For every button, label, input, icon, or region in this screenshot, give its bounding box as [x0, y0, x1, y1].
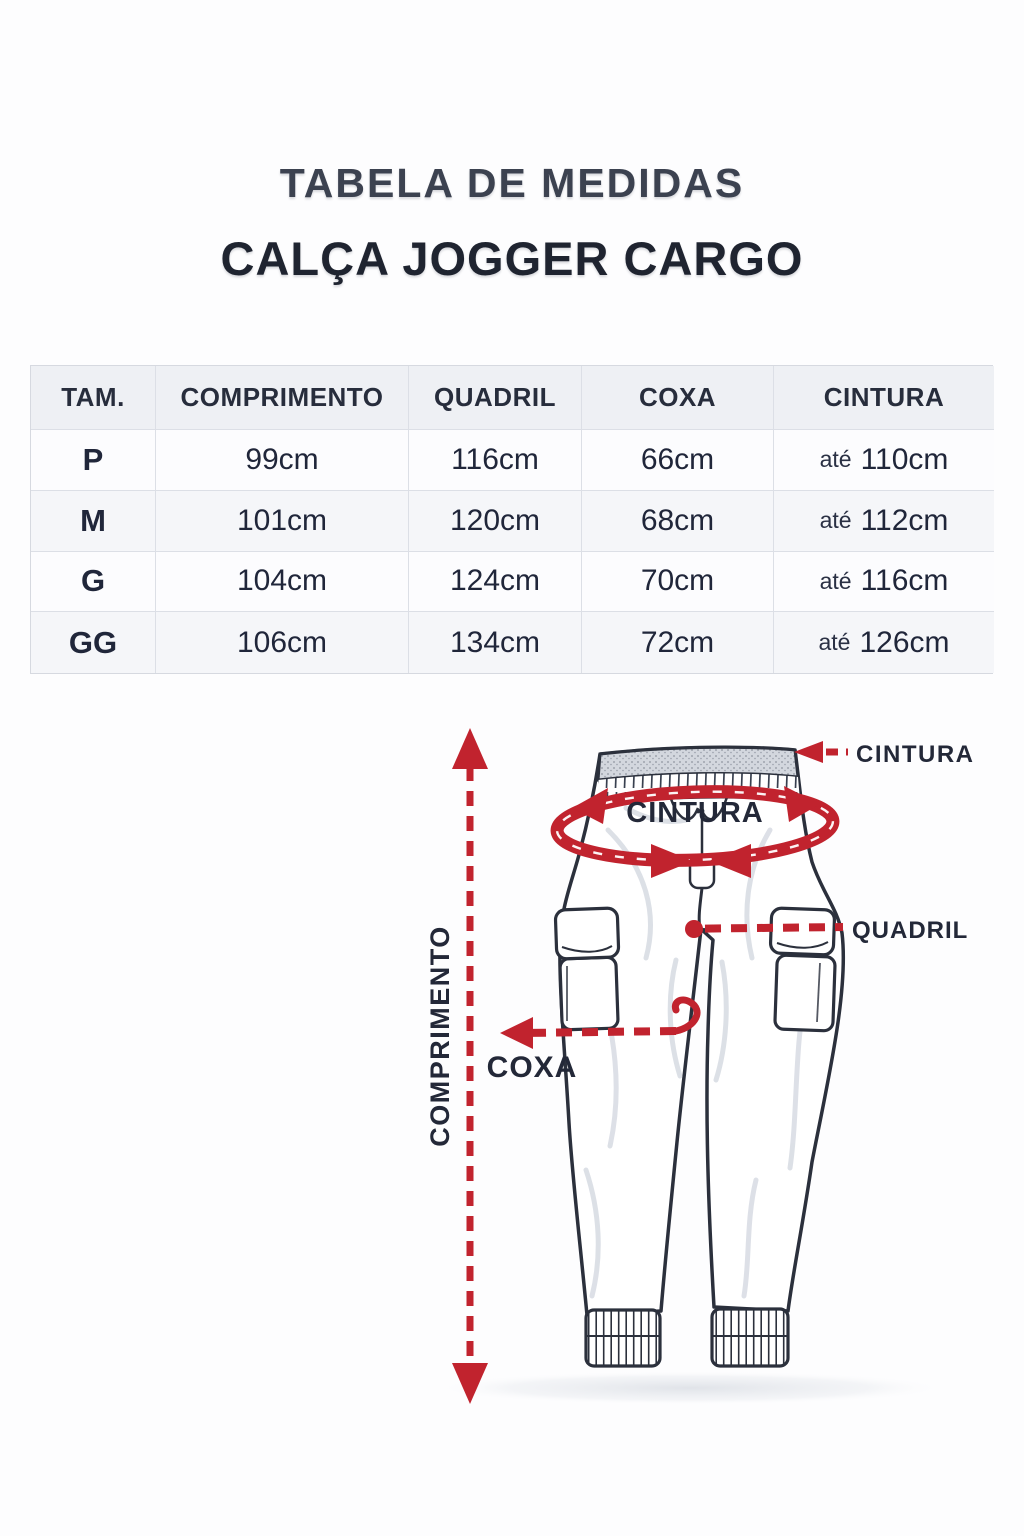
comprimento-cell: 99cm [156, 430, 409, 491]
size-cell: G [31, 552, 156, 613]
header-cintura: CINTURA [774, 366, 994, 430]
comprimento-cell: 106cm [156, 612, 409, 673]
product-subtitle: CALÇA JOGGER CARGO [220, 232, 804, 285]
measure-dot-icon [685, 920, 703, 938]
arrow-left-icon [500, 1017, 533, 1049]
cintura-prefix: até [819, 507, 852, 534]
ground-shadow [432, 1371, 948, 1405]
cintura-value: 112cm [860, 503, 949, 537]
arrow-left-icon [794, 741, 823, 763]
comprimento-cell: 104cm [156, 552, 409, 613]
cintura-value: 126cm [859, 625, 950, 659]
size-cell: M [31, 491, 156, 552]
header-coxa: COXA [582, 366, 774, 430]
right-cuff [712, 1309, 788, 1366]
cintura-cell [774, 552, 994, 613]
cintura-prefix: até [818, 629, 851, 656]
size-cell: GG [31, 612, 156, 673]
right-cargo-pocket [770, 908, 835, 1031]
cintura-prefix: até [819, 567, 852, 594]
coxa-cell: 72cm [582, 612, 774, 673]
quadril-cell: 116cm [409, 430, 582, 491]
cintura-prefix: até [819, 446, 852, 473]
left-cuff [586, 1310, 660, 1366]
quadril-label: QUADRIL [852, 917, 969, 944]
coxa-cell: 66cm [582, 430, 774, 491]
comprimento-cell: 101cm [156, 491, 409, 552]
cintura-cell [774, 612, 994, 673]
cintura-value: 110cm [860, 442, 949, 476]
comprimento-measure [425, 728, 488, 1404]
left-cargo-pocket [555, 908, 619, 1030]
cintura-pointer [794, 741, 975, 768]
quadril-cell: 124cm [409, 552, 582, 613]
cintura-pointer-label: CINTURA [856, 741, 975, 768]
cintura-cell [774, 430, 994, 491]
page-title: TABELA DE MEDIDAS [279, 160, 745, 206]
coxa-cell: 68cm [582, 491, 774, 552]
header-quadril: QUADRIL [409, 366, 582, 430]
coxa-cell: 70cm [582, 552, 774, 613]
cintura-cell [774, 491, 994, 552]
measurement-diagram [0, 700, 1024, 1536]
arrow-up-icon [452, 728, 488, 769]
comprimento-label: COMPRIMENTO [425, 925, 455, 1147]
cintura-value: 116cm [860, 564, 949, 598]
quadril-cell: 134cm [409, 612, 582, 673]
header-tam: TAM. [31, 366, 156, 430]
coxa-label: COXA [486, 1051, 578, 1084]
size-table [30, 365, 993, 674]
header-comprimento: COMPRIMENTO [156, 366, 409, 430]
quadril-cell: 120cm [409, 491, 582, 552]
size-cell: P [31, 430, 156, 491]
cintura-band-label: CINTURA [626, 797, 764, 829]
